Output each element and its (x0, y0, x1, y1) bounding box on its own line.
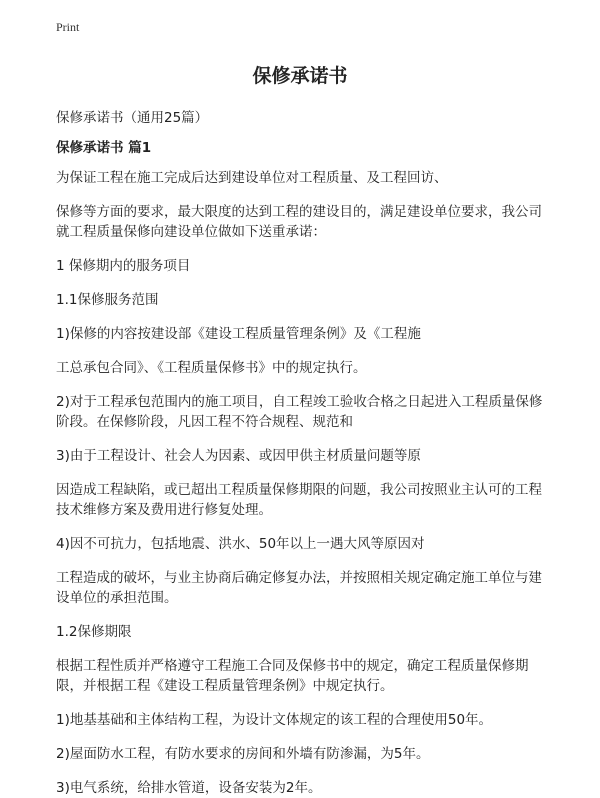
print-label: Print (56, 20, 80, 34)
paragraph: 保修等方面的要求，最大限度的达到工程的建设目的，满足建设单位要求，我公司就工程质量保修向建设单位做如下送重承诺： (56, 204, 542, 240)
paragraph: 工程造成的破坏，与业主协商后确定修复办法，并按照相关规定确定施工单位与建设单位的承担范围。 (56, 570, 542, 606)
paragraph: 1 保修期内的服务项目 (56, 258, 191, 274)
paragraph: 根据工程性质并严格遵守工程施工合同及保修书中的规定，确定工程质量保修期限，并根据工程《建设工程质量管理条例》中规定执行。 (56, 658, 529, 694)
paragraph: 1.2保修期限 (56, 624, 132, 640)
paragraph: 3)由于工程设计、社会人为因素、或因甲供主材质量问题等原 (56, 448, 421, 464)
paragraph: 4)因不可抗力，包括地震、洪水、50年以上一遇大风等原因对 (56, 536, 425, 552)
section-title: 保修承诺书 篇1 (56, 140, 152, 156)
paragraph: 2)对于工程承包范围内的施工项目，自工程竣工验收合格之日起进入工程质量保修阶段。在保修阶段，凡因工程不符合规程、规范和 (56, 394, 543, 430)
paragraph: 工总承包合同》、《工程质量保修书》中的规定执行。 (56, 360, 367, 376)
paragraph: 1)保修的内容按建设部《建设工程质量管理条例》及《工程施 (56, 326, 421, 342)
paragraph: 因造成工程缺陷，或已超出工程质量保修期限的问题，我公司按照业主认可的工程技术维修方案及费用进行修复处理。 (56, 482, 542, 518)
document-body (56, 168, 544, 798)
document-subtitle: 保修承诺书（通用25篇） (56, 110, 209, 126)
paragraph: 1)地基基础和主体结构工程，为设计文体规定的该工程的合理使用50年。 (56, 712, 493, 728)
document-title: 保修承诺书 (252, 65, 348, 87)
paragraph: 1.1保修服务范围 (56, 292, 159, 308)
paragraph: 为保证工程在施工完成后达到建设单位对工程质量、及工程回访、 (56, 170, 448, 186)
paragraph: 3)电气系统，给排水管道，设备安装为2年。 (56, 780, 322, 796)
paragraph: 2)屋面防水工程，有防水要求的房间和外墙有防渗漏，为5年。 (56, 746, 430, 762)
